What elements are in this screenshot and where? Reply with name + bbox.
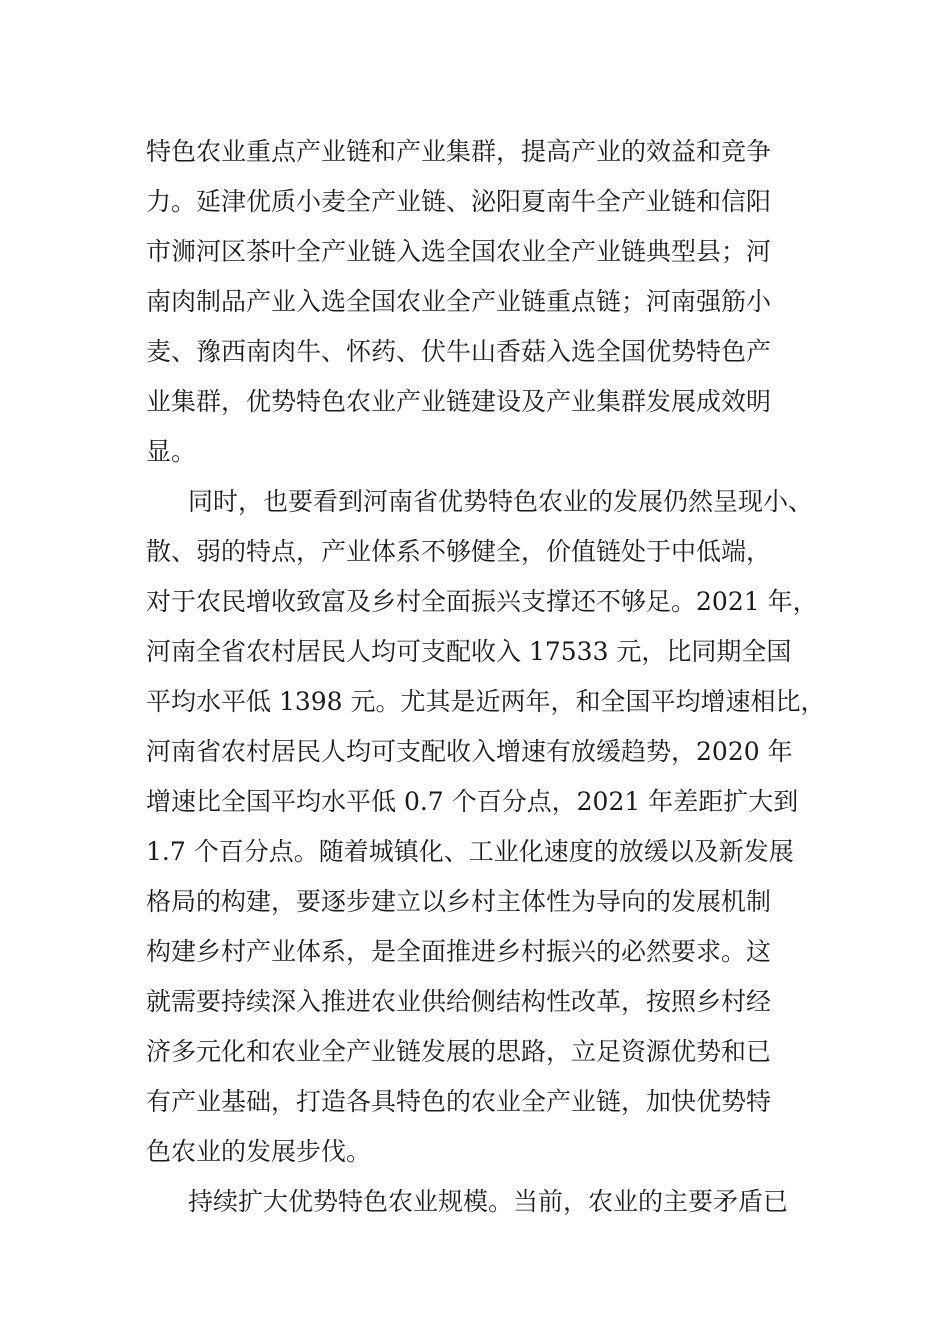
text-line: 济多元化和农业全产业链发展的思路，立足资源优势和已 [146,1037,772,1066]
text-line: 平均水平低 1398 元。尤其是近两年，和全国平均增速相比， [146,687,826,716]
text-line: 同时，也要看到河南省优势特色农业的发展仍然呈现小、 [188,487,814,516]
text-line: 增速比全国平均水平低 0.7 个百分点，2021 年差距扩大到 [146,787,799,816]
text-line: 持续扩大优势特色农业规模。当前，农业的主要矛盾已 [188,1187,789,1216]
text-line: 构建乡村产业体系，是全面推进乡村振兴的必然要求。这 [146,937,772,966]
text-line: 就需要持续深入推进农业供给侧结构性改革，按照乡村经 [146,987,772,1016]
text-line: 有产业基础，打造各具特色的农业全产业链，加快优势特 [146,1087,772,1116]
text-line: 散、弱的特点，产业体系不够健全，价值链处于中低端， [146,537,772,566]
text-line: 色农业的发展步伐。 [146,1137,372,1166]
text-line: 特色农业重点产业链和产业集群，提高产业的效益和竞争 [146,137,772,166]
text-line: 业集群，优势特色农业产业链建设及产业集群发展成效明 [146,387,772,416]
text-line: 河南省农村居民人均可支配收入增速有放缓趋势，2020 年 [146,737,793,766]
text-line: 格局的构建，要逐步建立以乡村主体性为导向的发展机制 [146,887,772,916]
text-line: 麦、豫西南肉牛、怀药、伏牛山香菇入选全国优势特色产 [146,337,772,366]
text-line: 南肉制品产业入选全国农业全产业链重点链；河南强筋小 [146,287,772,316]
text-line: 力。延津优质小麦全产业链、泌阳夏南牛全产业链和信阳 [146,187,772,216]
text-line: 河南全省农村居民人均可支配收入 17533 元，比同期全国 [146,637,792,666]
text-line: 对于农民增收致富及乡村全面振兴支撑还不够足。2021 年， [146,587,818,616]
text-line: 1.7 个百分点。随着城镇化、工业化速度的放缓以及新发展 [146,837,794,866]
text-line: 显。 [146,437,197,466]
text-line: 市浉河区茶叶全产业链入选全国农业全产业链典型县；河 [146,237,772,266]
